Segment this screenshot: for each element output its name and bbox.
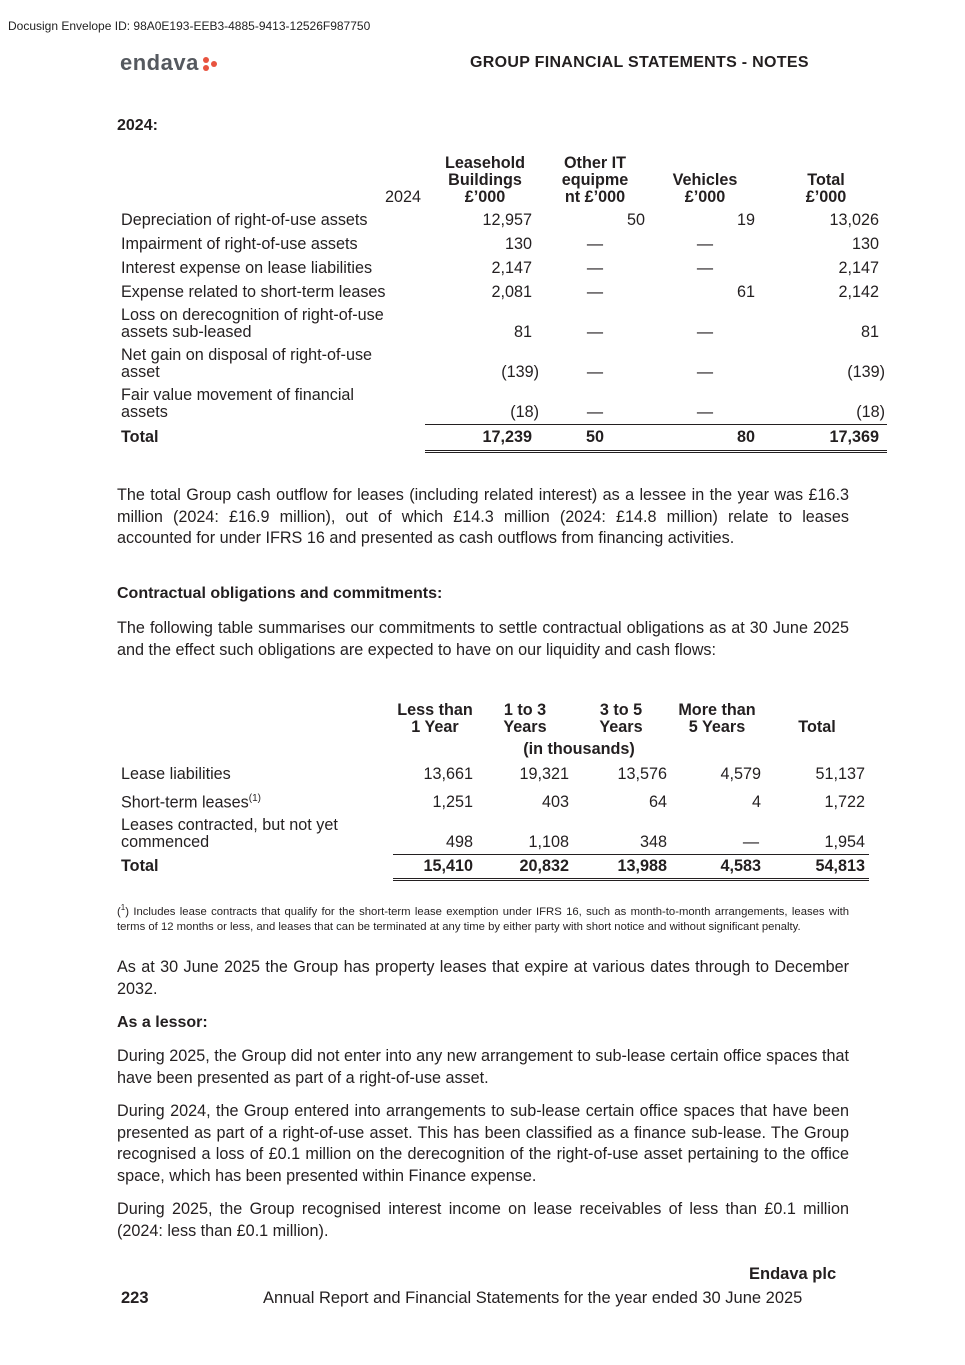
column-header-line: £’000 — [805, 188, 847, 206]
cell-value: 20,832 — [477, 854, 573, 879]
row-label — [117, 762, 393, 786]
row-label — [117, 256, 425, 280]
table-row — [117, 814, 869, 854]
column-header-line: Vehicles — [672, 171, 738, 189]
cell-value: (18) — [510, 402, 539, 421]
cell-value: 4,583 — [669, 854, 765, 879]
section-heading-lessor: As a lessor: — [117, 1014, 208, 1031]
cell-value: 1,108 — [528, 832, 569, 851]
table-row — [117, 384, 887, 424]
cell-value: 2,081 — [491, 282, 532, 301]
column-header-line: Leasehold — [444, 154, 526, 172]
footnote-reference: (1) — [248, 792, 261, 804]
column-header-line: Total — [807, 171, 845, 189]
cell-value: — — [586, 258, 604, 277]
row-label: Total — [121, 857, 159, 876]
cell-value: — — [586, 282, 604, 301]
cell-value: — — [696, 323, 714, 341]
cell-value: (18) — [856, 402, 885, 421]
cell-value: 17,239 — [425, 424, 545, 451]
cell-value: 13,661 — [423, 764, 473, 783]
endava-logo-mark-icon — [202, 56, 218, 72]
logo-text: endava — [120, 50, 199, 75]
cell-value: 64 — [648, 792, 667, 811]
row-label — [117, 232, 425, 256]
paragraph-lessor-2025: During 2025, the Group did not enter into any new arrangement to sub-lease certain office spaces that have been presented as part of a right-of-use asset. — [117, 1047, 849, 1087]
cell-value: 2,147 — [491, 258, 532, 277]
cell-value: — — [586, 323, 604, 341]
endava-logo — [120, 50, 218, 76]
cell-value: 403 — [541, 792, 569, 811]
total-row — [117, 854, 869, 879]
lease-expense-table-2024 — [117, 155, 887, 453]
column-header-line: Years — [503, 718, 547, 736]
column-header — [573, 702, 669, 736]
paragraph-contractual-intro: The following table summarises our commitments to settle contractual obligations as at 30 June 2025 and the effect such obligations are expected to have on our liquidity and cash flows: — [117, 619, 849, 659]
footnote: ($^1$) Includes lease contracts that qualify for the short-term lease exemption under IFRS 16, such as month-to-month arrangements, leases with terms of 12 months or less, and leases that can be terminated at any time by either party with short notice and without significant penalty. — [117, 903, 850, 934]
cell-value: — — [696, 402, 714, 421]
column-header-line: £’000 — [464, 188, 506, 206]
cell-value: (139) — [847, 363, 885, 381]
cell-value: 4 — [751, 792, 761, 811]
row-label-line: Net gain on disposal of right-of-use — [121, 346, 373, 364]
column-header — [765, 702, 869, 736]
cell-value: 130 — [504, 234, 532, 253]
row-label-line: commenced — [121, 833, 210, 852]
row-label-line: assets — [121, 403, 168, 421]
cell-value: 348 — [639, 832, 667, 851]
column-header-line: 1 to 3 — [503, 701, 547, 719]
column-header-line: Total — [798, 718, 836, 736]
row-label — [117, 384, 425, 424]
column-header-line: nt £’000 — [564, 188, 626, 206]
footer-page-number: 223 — [121, 1289, 149, 1307]
column-header-line: Other IT — [563, 154, 627, 172]
cell-value: 1,954 — [824, 832, 865, 851]
row-label-line: asset — [121, 363, 160, 381]
row-label-line: Loss on derecognition of right-of-use — [121, 306, 384, 324]
footer-company-name: Endava plc — [749, 1265, 837, 1283]
column-header — [669, 702, 765, 736]
cell-value: (139) — [501, 363, 539, 381]
cell-value: 130 — [851, 234, 879, 253]
cell-value: 19,321 — [519, 764, 569, 783]
column-header — [545, 155, 645, 208]
column-header-line: equipme — [561, 171, 629, 189]
paragraph-property-leases: As at 30 June 2025 the Group has property leases that expire at various dates through to December 2032. — [117, 958, 849, 998]
cell-value: 81 — [513, 323, 532, 341]
cell-value: — — [696, 363, 714, 381]
column-header — [425, 155, 545, 208]
column-header — [393, 702, 477, 736]
table-row — [117, 762, 869, 786]
column-header — [477, 702, 573, 736]
table-row — [117, 208, 887, 232]
cell-value: 13,988 — [573, 854, 669, 879]
row-label — [117, 280, 425, 304]
cell-value: — — [696, 234, 714, 253]
row-label-line: Lease liabilities — [121, 764, 231, 783]
row-label-line: Interest expense on lease liabilities — [121, 258, 373, 277]
cell-value: 13,576 — [617, 764, 667, 783]
cell-value: 81 — [860, 323, 879, 341]
cell-value: 61 — [736, 282, 755, 301]
row-label: Total — [121, 428, 159, 446]
paragraph-lessor-2024: During 2024, the Group entered into arrangements to sub-lease certain office spaces that have been presented as part of a right-of-use asset. This has been classified as a finance sub-lease. The Group recognised a loss of £0.1 million on the derecognition of the right-of-use asset pertaining to the office space, which has been presented within Finance expense. — [117, 1102, 849, 1185]
column-header-line: Years — [599, 718, 643, 736]
cell-value: 12,957 — [482, 210, 532, 229]
section-heading-contractual: Contractual obligations and commitments: — [117, 585, 443, 602]
cell-value: — — [696, 258, 714, 277]
column-header — [765, 155, 887, 208]
table-row — [117, 232, 887, 256]
column-header-line: 5 Years — [688, 718, 746, 736]
table-row — [117, 256, 887, 280]
row-label-line: assets sub-leased — [121, 323, 252, 341]
cell-value: — — [742, 832, 759, 851]
cell-value: — — [586, 234, 604, 253]
row-label — [117, 344, 425, 384]
row-label-line: Fair value movement of financial — [121, 386, 355, 404]
footnote-marker: 1 — [120, 903, 126, 912]
total-row — [117, 424, 887, 451]
cell-value: — — [586, 363, 604, 381]
column-header — [645, 155, 765, 208]
cell-value: 50 — [545, 424, 645, 451]
paragraph-cash-outflow: The total Group cash outflow for leases (including related interest) as a lessee in the year was £16.3 million (2024: £16.9 million), out of which £14.3 million (2024: £14.8 million) relate to leases accounted for under IFRS 16 and presented as cash outflows from financing activities. — [117, 486, 849, 547]
cell-value: 2,142 — [838, 282, 879, 301]
row-label-line: Expense related to short-term leases — [121, 282, 386, 301]
cell-value: 15,410 — [393, 854, 477, 879]
cell-value: 4,579 — [720, 764, 761, 783]
row-label-line: Depreciation of right-of-use assets — [121, 210, 368, 229]
row-label-line: Impairment of right-of-use assets — [121, 234, 358, 253]
cell-value: 50 — [626, 210, 645, 229]
page-header-title: GROUP FINANCIAL STATEMENTS - NOTES — [470, 54, 809, 71]
contractual-obligations-table — [117, 702, 869, 881]
docusign-envelope-id: Docusign Envelope ID: 98A0E193-EEB3-4885-9413-12526F987750 — [8, 19, 371, 33]
row-label — [117, 304, 425, 344]
cell-value: 498 — [445, 832, 473, 851]
row-label — [117, 786, 393, 814]
column-header-line: More than — [678, 701, 756, 719]
footer-report-title: Annual Report and Financial Statements for the year ended 30 June 2025 — [263, 1289, 803, 1307]
cell-value: 2,147 — [838, 258, 879, 277]
row-label-line: Short-term leases — [121, 792, 249, 811]
table-row — [117, 344, 887, 384]
cell-value: 13,026 — [829, 210, 879, 229]
column-header-line: 3 to 5 — [599, 701, 643, 719]
row-label-line: Leases contracted, but not yet — [121, 816, 338, 835]
cell-value: 51,137 — [815, 764, 865, 783]
cell-value: 1,722 — [824, 792, 865, 811]
cell-value: 80 — [645, 424, 765, 451]
table-row — [117, 304, 887, 344]
section-heading-2024: 2024: — [117, 117, 158, 134]
cell-value: 54,813 — [765, 854, 869, 879]
footnote-text: Includes lease contracts that qualify for the short-term lease exemption under IFRS 16, such as month-to-month arrangements, leases with terms of 12 months or less, and leases that can be terminated at any time by either party with short notice and without significant penalty. — [117, 905, 850, 934]
table-units-label: (in thousands) — [523, 740, 635, 758]
cell-value: 17,369 — [765, 424, 887, 451]
cell-value: 1,251 — [432, 792, 473, 811]
column-header-line: 1 Year — [411, 718, 459, 736]
table-row — [117, 786, 869, 814]
column-header-line: Buildings — [448, 171, 522, 189]
column-header-line: Less than — [397, 701, 473, 719]
row-label — [117, 814, 393, 854]
paragraph-interest-income: During 2025, the Group recognised interest income on lease receivables of less than £0.1 million (2024: less than £0.1 million). — [117, 1200, 849, 1240]
cell-value: 19 — [736, 210, 755, 229]
table-year-label: 2024 — [384, 188, 421, 206]
cell-value: — — [586, 402, 604, 421]
row-label — [117, 208, 425, 232]
table-row — [117, 280, 887, 304]
column-header-line: £’000 — [684, 188, 726, 206]
